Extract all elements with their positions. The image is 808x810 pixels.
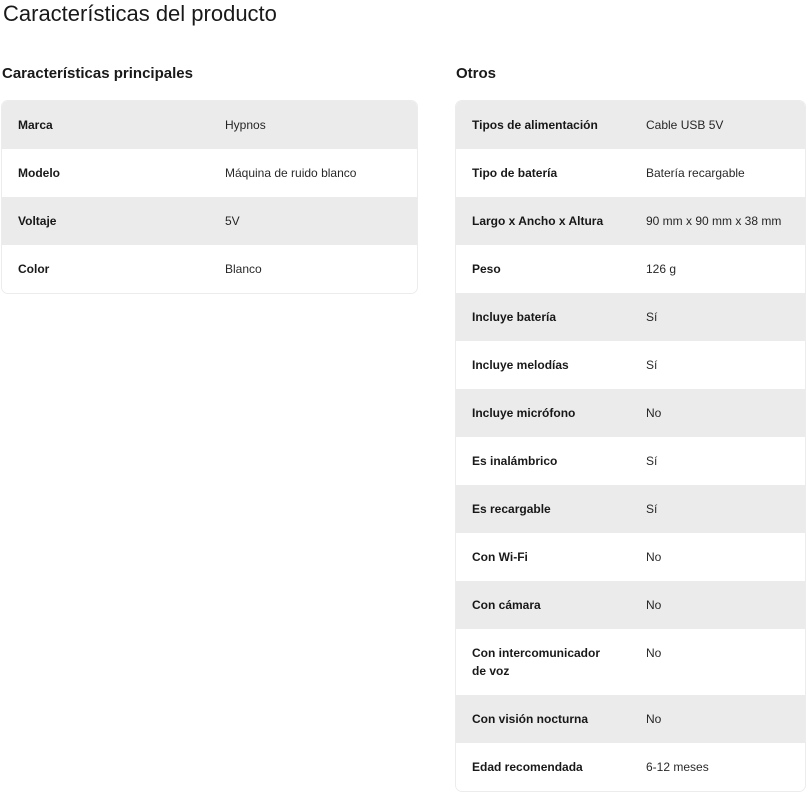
spec-key: Modelo xyxy=(18,166,60,180)
spec-key: Voltaje xyxy=(18,214,57,228)
spec-key: Con intercomunicador de voz xyxy=(472,646,601,678)
table-row xyxy=(456,533,805,581)
spec-key: Con cámara xyxy=(472,598,541,612)
table-row xyxy=(456,743,805,791)
table-row xyxy=(456,485,805,533)
spec-value: No xyxy=(646,550,662,564)
table-row xyxy=(456,197,805,245)
page-title: Características del producto xyxy=(3,1,277,26)
spec-value: Sí xyxy=(646,502,658,516)
table-row xyxy=(2,197,417,245)
spec-key: Edad recomendada xyxy=(472,760,583,774)
spec-value: 126 g xyxy=(646,262,677,276)
spec-key: Es inalámbrico xyxy=(472,454,558,468)
spec-value: Sí xyxy=(646,358,658,372)
table-row xyxy=(456,149,805,197)
table-row xyxy=(456,437,805,485)
others-table-wrapper xyxy=(456,101,805,791)
spec-key: Incluye batería xyxy=(472,310,557,324)
spec-value: No xyxy=(646,406,662,420)
table-row xyxy=(456,245,805,293)
spec-value: Blanco xyxy=(225,262,262,276)
spec-key: Con visión nocturna xyxy=(472,712,589,726)
table-row xyxy=(456,629,805,695)
spec-key: Color xyxy=(18,262,50,276)
table-row xyxy=(2,149,417,197)
table-row xyxy=(456,389,805,437)
spec-key: Tipos de alimentación xyxy=(472,118,598,132)
spec-value: Batería recargable xyxy=(646,166,745,180)
spec-key: Peso xyxy=(472,262,501,276)
table-row xyxy=(456,341,805,389)
spec-value: No xyxy=(646,646,662,660)
main-features-table-wrapper xyxy=(2,101,417,293)
spec-value: No xyxy=(646,598,662,612)
others-section xyxy=(456,64,805,791)
spec-value: Hypnos xyxy=(225,118,266,132)
table-row xyxy=(456,101,805,149)
spec-key: Incluye melodías xyxy=(472,358,569,372)
table-row xyxy=(456,695,805,743)
others-table xyxy=(456,101,805,791)
spec-key: Marca xyxy=(18,118,53,132)
spec-key: Tipo de batería xyxy=(472,166,558,180)
others-title: Otros xyxy=(456,65,497,82)
main-features-section xyxy=(2,64,417,293)
spec-value: 90 mm x 90 mm x 38 mm xyxy=(646,214,782,228)
spec-key: Largo x Ancho x Altura xyxy=(472,214,604,228)
main-features-title: Características principales xyxy=(2,65,193,82)
spec-value: Máquina de ruido blanco xyxy=(225,166,357,180)
spec-value: 5V xyxy=(225,214,240,228)
table-row xyxy=(456,293,805,341)
spec-value: Cable USB 5V xyxy=(646,118,724,132)
spec-value: Sí xyxy=(646,454,658,468)
spec-key: Con Wi-Fi xyxy=(472,550,528,564)
spec-key: Es recargable xyxy=(472,502,551,516)
spec-value: Sí xyxy=(646,310,658,324)
table-row xyxy=(2,245,417,293)
spec-value: 6-12 meses xyxy=(646,760,709,774)
main-features-table xyxy=(2,101,417,293)
spec-key: Incluye micrófono xyxy=(472,406,576,420)
table-row xyxy=(2,101,417,149)
table-row xyxy=(456,581,805,629)
spec-value: No xyxy=(646,712,662,726)
